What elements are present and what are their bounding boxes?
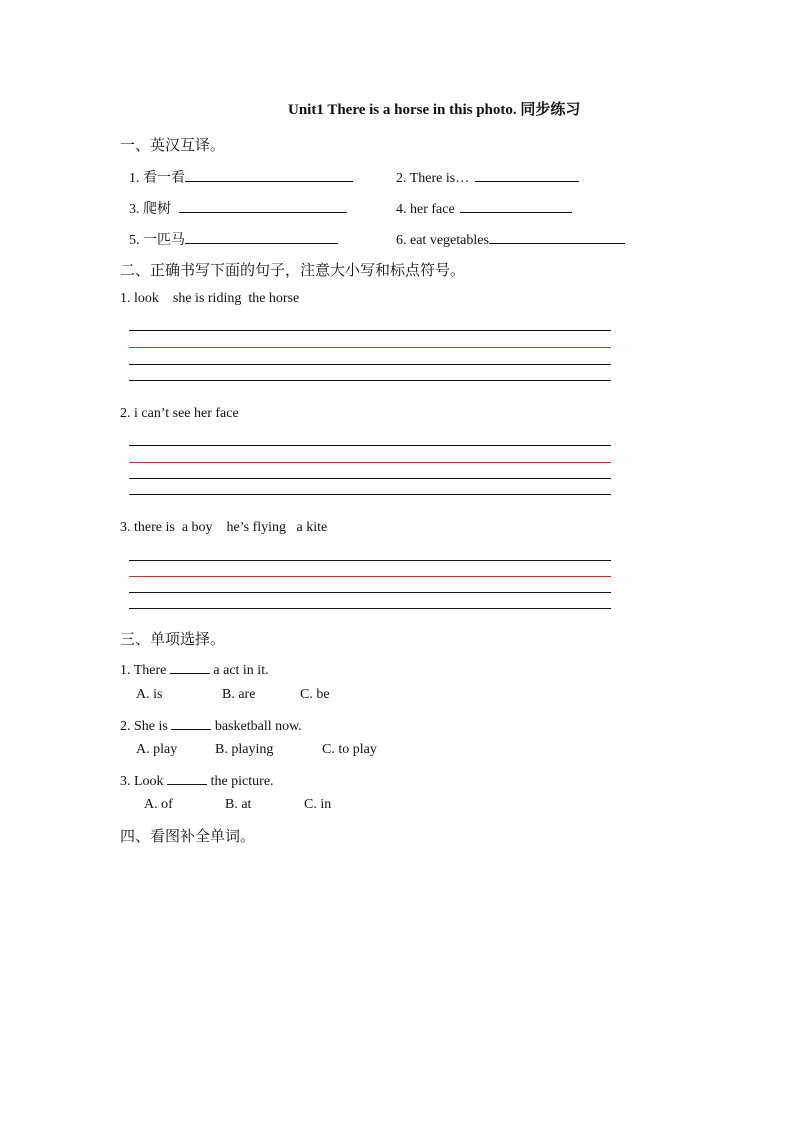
answer-blank[interactable] xyxy=(171,715,211,730)
option-b[interactable]: B. playing xyxy=(215,742,274,757)
item-number: 2. xyxy=(396,171,407,186)
question-stem: 2. She is xyxy=(120,719,168,734)
item-text: There is… xyxy=(409,171,470,186)
option-c[interactable]: C. be xyxy=(300,687,330,702)
writing-line xyxy=(129,445,611,446)
answer-blank[interactable] xyxy=(167,770,207,785)
option-a[interactable]: A. of xyxy=(144,797,173,812)
writing-line xyxy=(129,478,611,479)
writing-line-red xyxy=(129,347,611,348)
answer-blank[interactable] xyxy=(185,229,338,244)
item-text: 看一看 xyxy=(143,171,185,186)
choice-question-1 xyxy=(120,659,269,679)
answer-blank[interactable] xyxy=(489,229,625,244)
translation-item-4 xyxy=(396,198,572,218)
writing-lines-1[interactable] xyxy=(129,330,611,382)
item-number: 1. xyxy=(129,171,140,186)
option-b[interactable]: B. are xyxy=(222,687,256,702)
section-1-heading: 一、英汉互译。 xyxy=(120,138,226,154)
page-title: Unit1 There is a horse in this photo. 同步练习 xyxy=(288,102,581,118)
translation-item-5 xyxy=(129,229,338,249)
sentence-prompt-1: 1. look she is riding the horse xyxy=(120,291,300,306)
translation-item-1 xyxy=(129,167,353,187)
item-text: her face xyxy=(410,202,455,217)
writing-line xyxy=(129,380,611,381)
translation-item-3 xyxy=(129,198,347,218)
item-number: 5. xyxy=(129,233,140,248)
item-text: eat vegetables xyxy=(410,233,489,248)
choice-question-3 xyxy=(120,770,274,790)
writing-lines-2[interactable] xyxy=(129,445,611,497)
answer-blank[interactable] xyxy=(475,167,579,182)
item-text: 一匹马 xyxy=(143,233,185,248)
option-b[interactable]: B. at xyxy=(225,797,252,812)
sentence-prompt-2: 2. i can’t see her face xyxy=(120,406,239,421)
answer-blank[interactable] xyxy=(185,167,353,182)
answer-blank[interactable] xyxy=(460,198,572,213)
writing-line xyxy=(129,560,611,561)
writing-line-red xyxy=(129,462,611,463)
writing-line xyxy=(129,494,611,495)
translation-item-2 xyxy=(396,167,579,187)
question-stem-end: the picture. xyxy=(210,774,274,789)
option-a[interactable]: A. play xyxy=(136,742,178,757)
option-c[interactable]: C. in xyxy=(304,797,332,812)
writing-lines-3[interactable] xyxy=(129,560,611,612)
question-stem-end: a act in it. xyxy=(213,663,269,678)
item-text: 爬树 xyxy=(143,202,171,217)
writing-line xyxy=(129,608,611,609)
answer-blank[interactable] xyxy=(170,659,210,674)
answer-blank[interactable] xyxy=(179,198,347,213)
writing-line xyxy=(129,592,611,593)
section-4-heading: 四、看图补全单词。 xyxy=(120,829,256,845)
section-3-heading: 三、单项选择。 xyxy=(120,632,226,648)
translation-item-6 xyxy=(396,229,625,249)
question-stem: 1. There xyxy=(120,663,167,678)
choice-question-2 xyxy=(120,715,302,735)
question-stem-end: basketball now. xyxy=(214,719,302,734)
item-number: 3. xyxy=(129,202,140,217)
writing-line xyxy=(129,330,611,331)
writing-line-red xyxy=(129,576,611,577)
item-number: 6. xyxy=(396,233,407,248)
item-number: 4. xyxy=(396,202,407,217)
option-a[interactable]: A. is xyxy=(136,687,163,702)
sentence-prompt-3: 3. there is a boy he’s flying a kite xyxy=(120,520,328,535)
option-c[interactable]: C. to play xyxy=(322,742,377,757)
section-2-heading: 二、正确书写下面的句子，注意大小写和标点符号。 xyxy=(120,263,466,279)
question-stem: 3. Look xyxy=(120,774,164,789)
writing-line xyxy=(129,364,611,365)
